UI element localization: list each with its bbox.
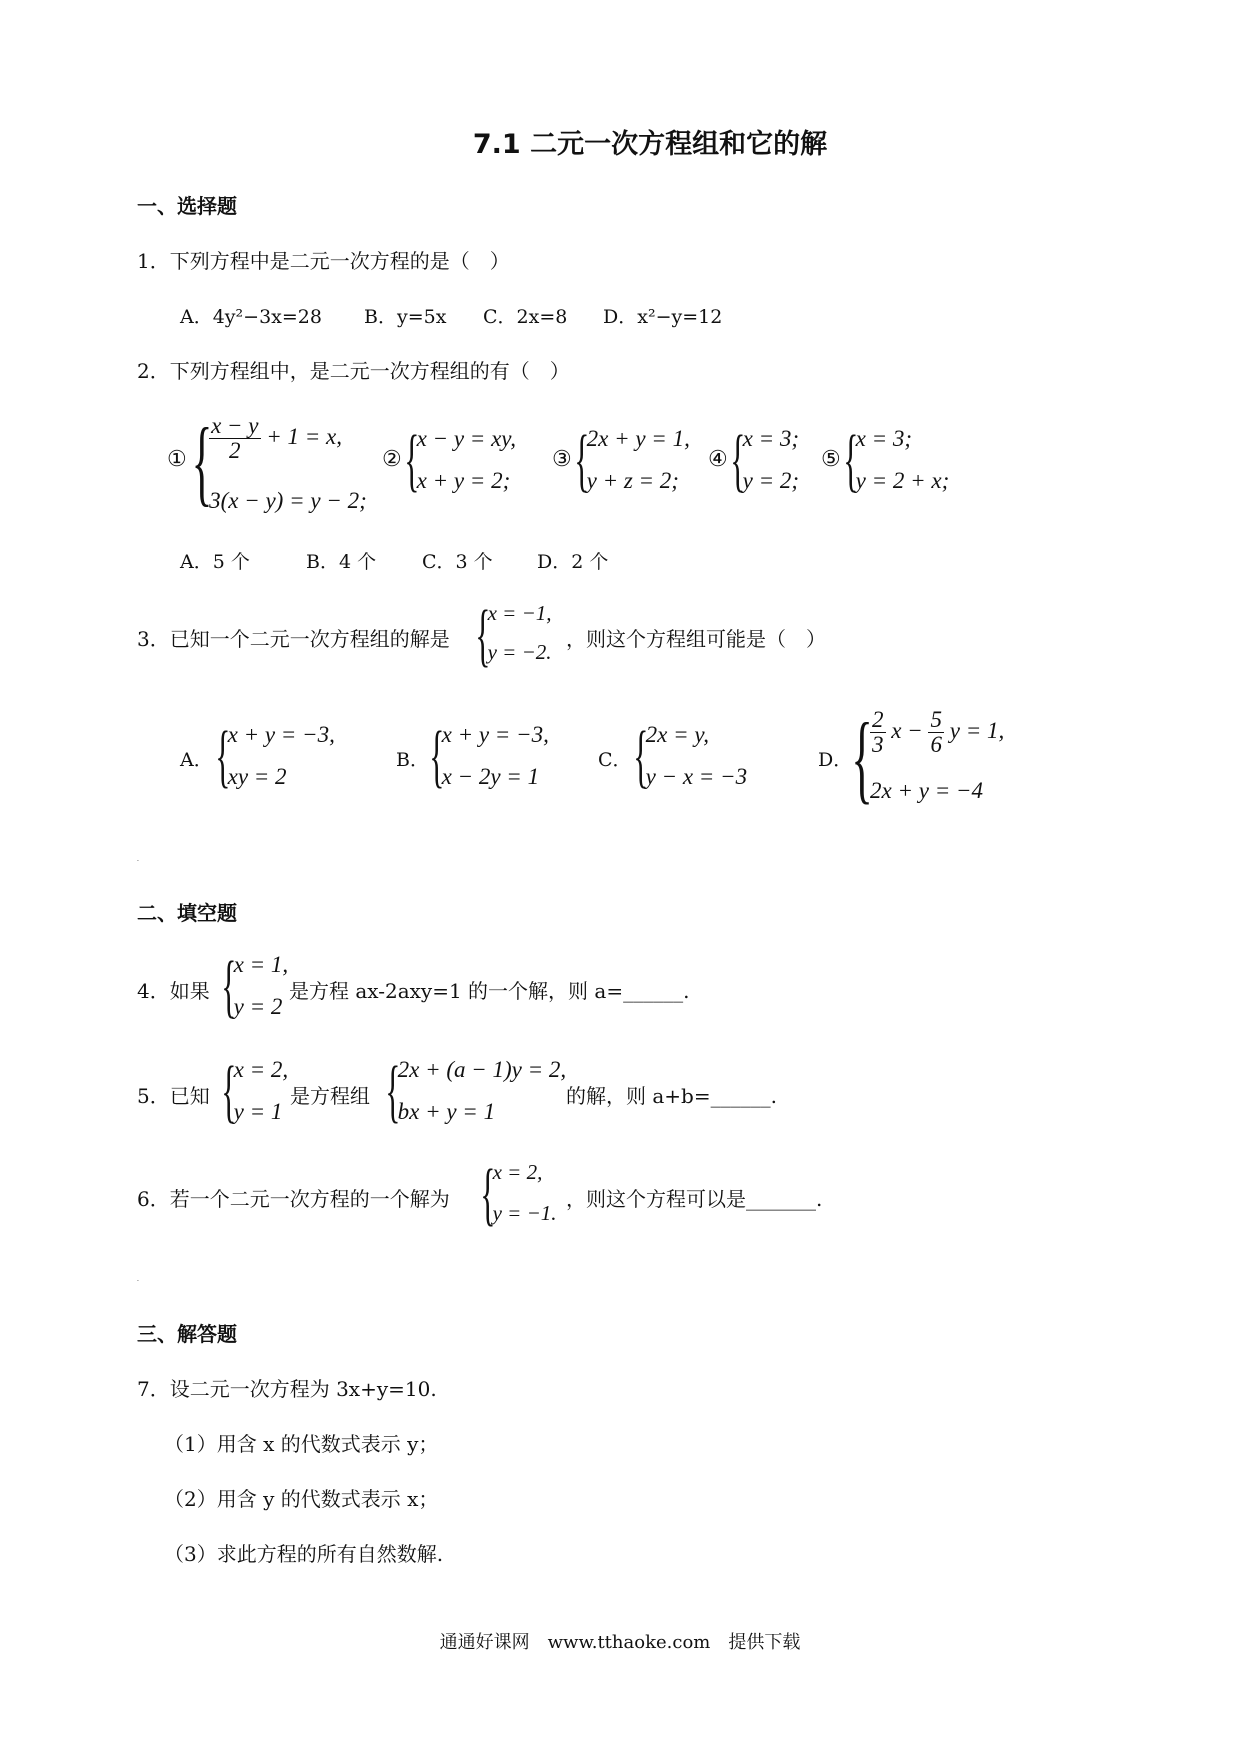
q3-option-a-label: A． <box>180 749 213 771</box>
q3-b-row2: x − 2y = 1 <box>441 764 540 789</box>
q2-s1-denominator: 2 <box>229 438 241 464</box>
brace-icon: { <box>843 422 859 499</box>
q6-post: ，则这个方程可以是_______. <box>566 1187 823 1211</box>
q3-d-frac1-num: 2 <box>872 707 884 732</box>
q4-post: 是方程 ax-2axy=1 的一个解，则 a=______. <box>289 979 690 1003</box>
q6-system <box>480 1156 557 1233</box>
q2-s1-row2: 3(x − y) = y − 2; <box>209 488 367 513</box>
q2-option-b: B．4 个 <box>306 551 377 573</box>
q1-option-c: C．2x=8 <box>483 306 568 328</box>
q6-row2: y = −1. <box>492 1201 557 1225</box>
q2-system-2 <box>404 422 516 499</box>
q1-option-b: B．y=5x <box>364 306 447 328</box>
q3-sol-row2: y = −2. <box>487 640 552 664</box>
q3-option-b-system <box>429 718 549 795</box>
q3-d-tail: y = 1, <box>949 717 1005 743</box>
brace-icon: { <box>429 718 445 795</box>
brace-icon: { <box>574 422 590 499</box>
q3-a-row2: xy = 2 <box>227 764 287 789</box>
q3-d-frac2-den: 6 <box>930 732 942 758</box>
q5-solution-system <box>221 1053 289 1130</box>
q3-d-frac2-num: 5 <box>930 707 942 732</box>
brace-icon: { <box>633 718 649 795</box>
section-heading-answer: 三、解答题 <box>137 1322 237 1346</box>
q3-option-c-label: C． <box>598 749 632 771</box>
brace-icon: { <box>404 422 420 499</box>
q1-option-a: A．4y²−3x=28 <box>180 306 322 328</box>
section-heading-choice: 一、选择题 <box>137 194 237 218</box>
q2-label-2: ② <box>382 447 402 472</box>
q2-system-1 <box>191 408 367 515</box>
q1-stem: 1．下列方程中是二元一次方程的是（ ） <box>137 249 510 273</box>
q2-s3-row1: 2x + y = 1, <box>586 426 690 451</box>
q2-label-5: ⑤ <box>821 447 841 472</box>
q2-s1-numerator: x − y <box>211 413 259 438</box>
q2-s1-row1-tail: + 1 = x, <box>266 423 343 449</box>
q3-c-row1: 2x = y, <box>645 722 710 747</box>
q3-d-frac1-den: 3 <box>872 732 884 758</box>
q7-part3: （3）求此方程的所有自然数解. <box>164 1542 444 1566</box>
q4-row2: y = 2 <box>233 994 283 1019</box>
q2-system-5 <box>843 422 950 499</box>
q7-part1: （1）用含 x 的代数式表示 y； <box>164 1432 439 1456</box>
q7-stem: 7．设二元一次方程为 3x+y=10. <box>137 1377 437 1401</box>
q2-s5-row2: y = 2 + x; <box>855 468 950 493</box>
page-footer: 通通好课网 www.tthaoke.com 提供下载 <box>439 1632 801 1653</box>
page-speck: . <box>137 856 139 863</box>
q3-option-d-system <box>851 702 1005 813</box>
q3-stem-pre: 3．已知一个二元一次方程组的解是 <box>137 627 450 651</box>
q2-label-4: ④ <box>708 447 728 472</box>
q3-option-c-system <box>633 718 748 795</box>
q6-row1: x = 2, <box>492 1160 543 1184</box>
q2-option-a: A．5 个 <box>180 551 250 573</box>
q1-option-d: D．x²−y=12 <box>603 306 723 328</box>
q4-pre: 4．如果 <box>137 979 210 1003</box>
q2-s2-row2: x + y = 2; <box>416 468 511 493</box>
brace-icon: { <box>221 948 237 1025</box>
q5-eq-row2: bx + y = 1 <box>397 1099 496 1124</box>
q2-option-d: D．2 个 <box>537 551 609 573</box>
brace-icon: { <box>221 1053 237 1130</box>
q5-pre: 5．已知 <box>137 1084 210 1108</box>
q3-c-row2: y − x = −3 <box>645 764 748 789</box>
brace-icon: { <box>215 718 231 795</box>
brace-icon: { <box>475 597 491 674</box>
q3-stem-post: ，则这个方程组可能是（ ） <box>566 627 826 651</box>
q6-pre: 6．若一个二元一次方程的一个解为 <box>137 1187 450 1211</box>
q2-s2-row1: x − y = xy, <box>416 426 516 451</box>
q7-part2: （2）用含 y 的代数式表示 x； <box>164 1487 439 1511</box>
brace-icon: { <box>385 1053 401 1130</box>
section-heading-fill: 二、填空题 <box>137 901 237 925</box>
q3-d-mid: x − <box>891 717 923 743</box>
q3-option-a-system <box>215 718 335 795</box>
q2-system-4 <box>730 422 799 499</box>
q5-post: 的解，则 a+b=______. <box>566 1084 777 1108</box>
q5-mid: 是方程组 <box>290 1084 370 1108</box>
q2-system-3 <box>574 422 690 499</box>
brace-icon: { <box>480 1156 496 1233</box>
q3-sol-row1: x = −1, <box>487 601 552 625</box>
q3-option-b-label: B． <box>396 749 429 771</box>
q3-d-row2: 2x + y = −4 <box>870 778 983 803</box>
q4-system <box>221 948 289 1025</box>
q2-label-3: ③ <box>552 447 572 472</box>
q3-a-row1: x + y = −3, <box>227 722 335 747</box>
brace-icon: { <box>191 408 213 515</box>
q2-s5-row1: x = 3; <box>855 426 912 451</box>
q2-s3-row2: y + z = 2; <box>586 468 679 493</box>
q2-s4-row1: x = 3; <box>742 426 799 451</box>
q2-option-c: C．3 个 <box>422 551 493 573</box>
page-title: 7.1 二元一次方程组和它的解 <box>472 129 828 160</box>
q2-label-1: ① <box>167 447 187 472</box>
brace-icon: { <box>851 702 873 813</box>
brace-icon: { <box>730 422 746 499</box>
q5-equation-system <box>385 1053 567 1130</box>
q3-solution-system <box>475 597 552 674</box>
q5-row1: x = 2, <box>233 1057 289 1082</box>
q2-stem: 2．下列方程组中，是二元一次方程组的有（ ） <box>137 359 570 383</box>
q4-row1: x = 1, <box>233 952 289 977</box>
q3-b-row1: x + y = −3, <box>441 722 549 747</box>
q3-option-d-label: D． <box>818 749 853 771</box>
q2-s4-row2: y = 2; <box>742 468 799 493</box>
q5-row2: y = 1 <box>233 1099 283 1124</box>
q5-eq-row1: 2x + (a − 1)y = 2, <box>397 1057 567 1082</box>
page-speck: . <box>137 1276 139 1283</box>
